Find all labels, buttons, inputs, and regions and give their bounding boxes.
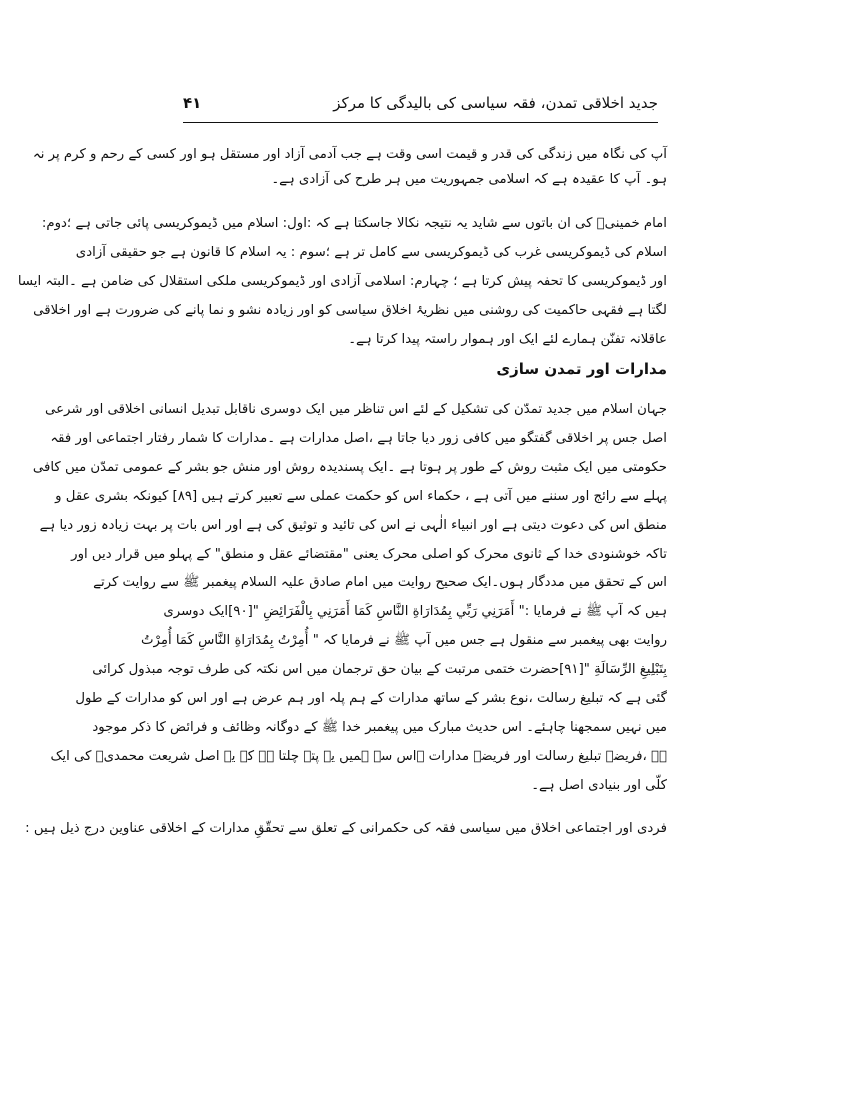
section-heading: مدارات اور تمدن سازی bbox=[496, 360, 667, 378]
text-line: اور ڈیموکریسی کا تحفہ پیش کرتا ہے ؛ چہارم: اسلامی آزادی اور ڈیموکریسی ملکی استقلال کی ضامن ہے ۔البتہ ایسا bbox=[17, 274, 667, 289]
text-line: منطق اس کی دعوت دیتی ہے اور انبیاء الٰہی نے اس کی تائید و توثیق کی ہے اور اس بات پر بہت زیادہ زور دیا ہے bbox=[39, 517, 667, 533]
page-number: ۴۱ bbox=[183, 94, 202, 112]
text-line: امام خمینیؒ کی ان باتوں سے شاید یہ نتیجہ نکالا جاسکتا ہے کہ :اول: اسلام میں ڈیموکریسی پائی جاتی ہے ؛دوم: bbox=[41, 216, 667, 231]
text-line: اس کے تحقق میں مددگار ہوں۔ایک صحیح روایت میں امام صادق علیہ السلام پیغمبر ﷺ سے روایت کرتے bbox=[93, 575, 667, 591]
text-line: فردی اور اجتماعی اخلاق میں سیاسی فقہ کی حکمرانی کے تعلق سے تحقّقِ مدارات کے اخلاقی عناوین درج ذیل ہیں : bbox=[25, 821, 667, 836]
text-line: اصل جس پر اخلاقی گفتگو میں کافی زور دیا جاتا ہے ،اصل مدارات ہے ۔مدارات کا شمار رفتار اجتماعی اور فقہ bbox=[50, 430, 667, 446]
text-line: ہے ،فریضۂ تبلیغ رسالت اور فریضۂ مدارات ۔اس سے ہمیں یہ پتہ چلتا ہے کہ یہ اصل شریعت محمدیؐ کی ایک bbox=[50, 748, 667, 764]
text-line: روایت بھی پیغمبر سے منقول ہے جس میں آپ ﷺ نے فرمایا کہ " أُمِرْتُ بِمُدَارَاةِ النَّاسِ كَمَا أُمِرْتُ bbox=[140, 633, 667, 649]
header-divider bbox=[183, 122, 658, 123]
paragraph-4 bbox=[25, 815, 667, 843]
text-line: عاقلانہ تفنّن ہمارے لئے ایک اور ہموار راستہ پیدا کرتا ہے۔ bbox=[348, 332, 667, 347]
text-line: ہیں کہ آپ ﷺ نے فرمایا :" أَمَرَنِي رَبِّي بِمُدَارَاةِ النَّاسِ كَمَا أَمَرَنِي بِالْفَرَائِضِ "[۹۰]ایک دوسری bbox=[163, 604, 667, 620]
text-line: آپ کی نگاہ میں زندگی کی قدر و قیمت اسی وقت ہے جب آدمی آزاد اور مستقل ہو اور کسی کے رحم و کرم پر نہ bbox=[32, 147, 667, 162]
text-line: کلّی اور بنیادی اصل ہے۔ bbox=[531, 777, 667, 793]
text-line: جہان اسلام میں جدید تمدّن کی تشکیل کے لئے اس تناظر میں ایک دوسری ناقابل تبدیل انسانی اخلاقی اور شرعی bbox=[45, 402, 667, 417]
paragraph-1 bbox=[32, 142, 667, 192]
text-line: گئی ہے کہ تبلیغ رسالت ،نوع بشر کے ساتھ مدارات کے ہم پلہ اور ہم عرض ہے اور اس کو مدارات کے طول bbox=[75, 691, 667, 707]
paragraph-2 bbox=[17, 209, 667, 354]
text-line: پہلے سے رائج اور سننے میں آتی ہے ، حکماء اس کو حکمت عملی سے تعبیر کرتے ہیں [۸۹] کیونکہ بشری عقل و bbox=[55, 488, 667, 504]
header-title: جدید اخلاقی تمدن، فقہ سیاسی کی بالیدگی کا مرکز bbox=[333, 94, 658, 112]
text-line: حکومتی میں ایک مثبت روش کے طور پر ہوتا ہے ۔ایک پسندیدہ روش اور منش جو بشر کے عمومی تمدّن میں کافی bbox=[32, 459, 667, 475]
text-line: ہو۔ آپ کا عقیدہ ہے کہ اسلامی جمہوریت میں ہر طرح کی آزادی ہے۔ bbox=[271, 172, 667, 187]
text-line: اسلام کی ڈیموکریسی غرب کی ڈیموکریسی سے کامل تر ہے ؛سوم : یہ اسلام کا قانون ہے جو حقیقی آزادی bbox=[75, 245, 667, 260]
text-line: تاکہ خوشنودی خدا کے ثانوی محرک کو اصلی محرک یعنی "مقتضائے عقل و منطق" کے پہلو میں قرار دیں اور bbox=[71, 546, 667, 562]
text-line: بِتَبْلِيغِ الرِّسَالَةِ "[۹۱]حضرت ختمی مرتبت کے بیان حق ترجمان میں اس نکتہ کی طرف توجہ مبذول کرائی bbox=[92, 662, 667, 678]
text-line: میں نہیں سمجھنا چاہئے۔ اس حدیث مبارک میں پیغمبر خدا ﷺ کے دوگانہ وظائف و فرائض کا ذکر موجود bbox=[92, 719, 667, 735]
paragraph-3 bbox=[32, 396, 667, 801]
text-line: لگتا ہے فقہی حاکمیت کی روشنی میں نظریۂ اخلاق سیاسی کو اور زیادہ نشو و نما پانے کی ضرورت ہے اور اخلاقی bbox=[33, 303, 667, 318]
running-header bbox=[183, 92, 658, 120]
